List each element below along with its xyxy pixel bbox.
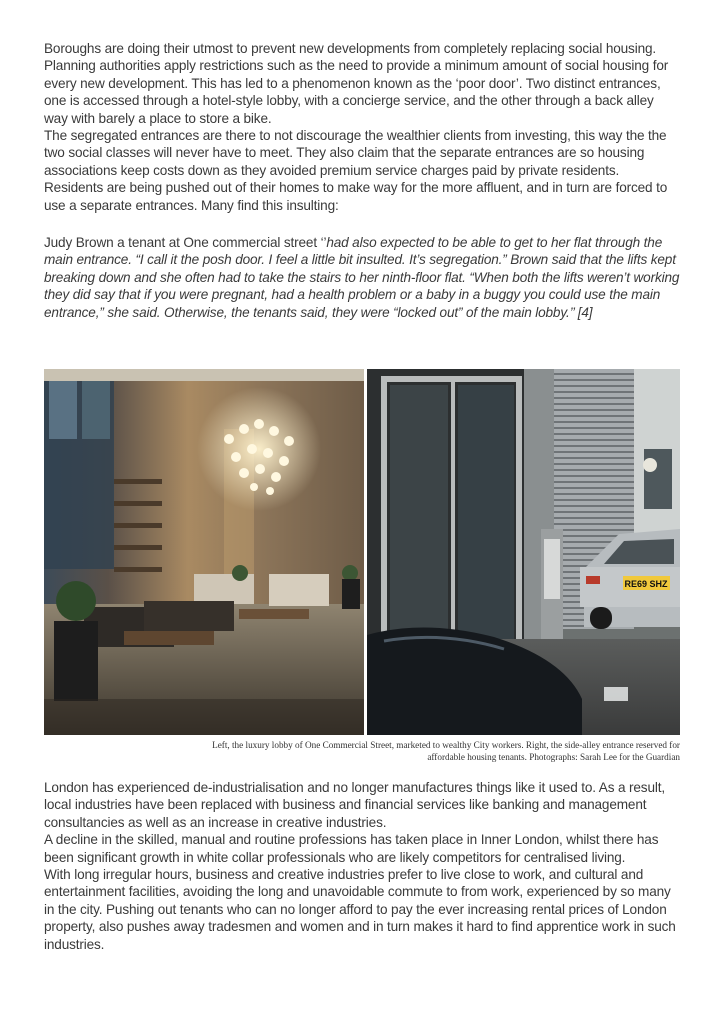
caption-line-1: Left, the luxury lobby of One Commercial Street, marketed to wealthy City workers. Right, the side-alley entrance reserved for (212, 740, 680, 750)
closing-paragraph-3: With long irregular hours, business and creative industries prefer to live close to work, and cultural and entertainment facilities, avoiding the long and unavoidable commute to from work, experienced by so many in the city. Pushing out tenants who can no longer afford to pay the ever increasing rental prices of London property, also pushes away tradesmen and women and in turn makes it hard to find apprentice work in such industries. (44, 867, 676, 952)
intro-paragraph-1: Boroughs are doing their utmost to prevent new developments from completely replacing social housing. Planning authorities apply restrictions such as the need to provide a minimum amount of social housing for every new development. This has led to a phenomenon known as the ‘poor door’. Two distinct entrances, one is accessed through a hotel-style lobby, with a concierge service, and the other through a back alley way with barely a place to store a bike. (44, 41, 669, 126)
alley-photo (367, 369, 680, 735)
intro-text (44, 40, 680, 214)
intro-paragraph-3: Residents are being pushed out of their homes to make way for the more affluent, and in turn are forced to use a separate entrances. Many find this insulting: (44, 180, 668, 213)
caption-line-2: affordable housing tenants. Photographs: Sarah Lee for the Guardian (427, 752, 680, 762)
closing-paragraph-2: A decline in the skilled, manual and routine professions has taken place in Inner London, whilst there has been significant growth in white collar professionals who are likely competitors for centralised living. (44, 832, 659, 865)
lobby-and-alley-photograph (44, 369, 680, 735)
quote-text: had also expected to be able to get to her flat through the main entrance. “I call it the posh door. I feel a little bit insulted. It’s segregation.” Brown said that the lifts kept breaking down and she often had to take the stairs to her ninth-floor flat. “When both the lifts weren’t working they did say that if you were pregnant, had a health problem or a baby in a buggy you could use the main entrance,” she said. Otherwise, the tenants said, they were “locked out” of the main lobby.’’ [4] (44, 235, 680, 320)
lobby-photo (44, 369, 364, 735)
number-plate: RE69 SHZ (624, 579, 668, 589)
closing-text (44, 779, 680, 953)
intro-paragraph-2: The segregated entrances are there to not discourage the wealthier clients from investing, this way the the two social classes will never have to meet. They also claim that the separate entrances are so housing associations keep costs down as they avoided premium service charges paid by private residents. (44, 128, 667, 178)
photo-caption (44, 739, 680, 763)
quote-lead: Judy Brown a tenant at One commercial street ‘’ (44, 235, 327, 250)
tenant-quote (44, 234, 680, 321)
photo-illustration (44, 369, 680, 735)
closing-paragraph-1: London has experienced de-industrialisation and no longer manufactures things like it used to. As a result, local industries have been replaced with business and financial services like banking and management consultancies as well as an increase in creative industries. (44, 780, 665, 830)
